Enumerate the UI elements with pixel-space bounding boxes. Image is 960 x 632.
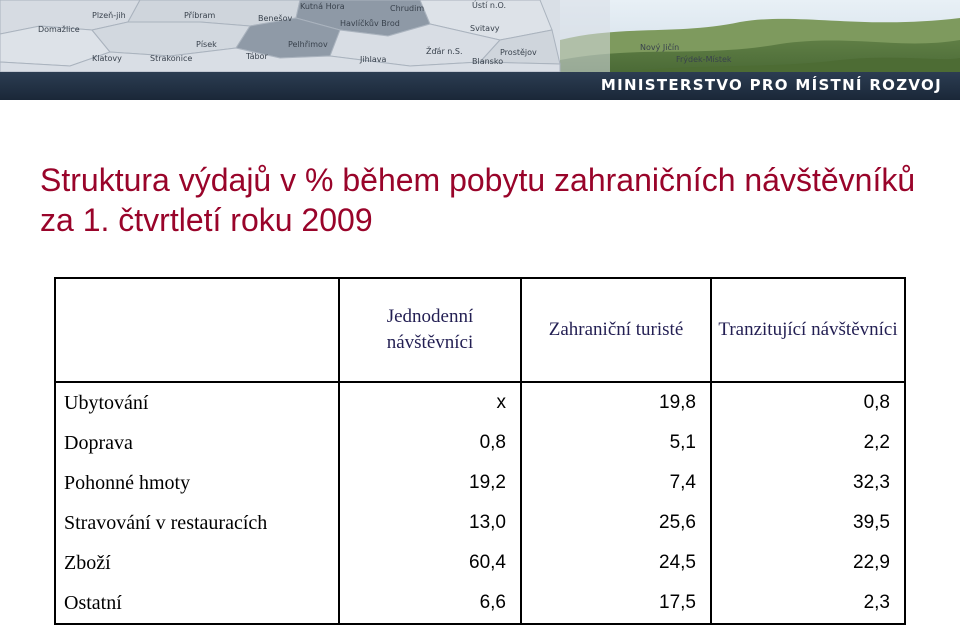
map-town-label: Plzeň-jih bbox=[92, 11, 126, 20]
cell-value: x bbox=[339, 382, 521, 423]
table-header-row bbox=[55, 278, 905, 382]
map-town-label: Strakonice bbox=[150, 54, 193, 63]
cell-value: 25,6 bbox=[521, 503, 711, 543]
map-town-label: Příbram bbox=[184, 11, 216, 20]
cell-value: 0,8 bbox=[711, 382, 905, 423]
cell-value: 24,5 bbox=[521, 543, 711, 583]
cell-value: 5,1 bbox=[521, 423, 711, 463]
cell-value: 32,3 bbox=[711, 463, 905, 503]
cell-value: 19,8 bbox=[521, 382, 711, 423]
column-header-transit-visitors: Tranzitující návštěvníci bbox=[711, 278, 905, 382]
map-town-label: Nový Jičín bbox=[640, 43, 680, 52]
map-town-label: Domažlice bbox=[38, 25, 80, 34]
slide-title: Struktura výdajů v % během pobytu zahraničních návštěvníků za 1. čtvrtletí roku 2009 bbox=[40, 162, 916, 238]
row-label: Doprava bbox=[55, 423, 339, 463]
cell-value: 19,2 bbox=[339, 463, 521, 503]
row-label: Ostatní bbox=[55, 583, 339, 624]
cell-value: 22,9 bbox=[711, 543, 905, 583]
cell-value: 17,5 bbox=[521, 583, 711, 624]
table-corner-cell bbox=[55, 278, 339, 382]
map-town-label: Chrudim bbox=[390, 4, 425, 13]
map-town-label: Frýdek-Místek bbox=[676, 55, 732, 64]
table-row bbox=[55, 583, 905, 624]
map-town-label: Prostějov bbox=[500, 48, 537, 57]
table-row bbox=[55, 463, 905, 503]
ministry-name: MINISTERSTVO PRO MÍSTNÍ ROZVOJ bbox=[600, 76, 942, 94]
map-town-label: Kutná Hora bbox=[300, 2, 345, 11]
row-label: Pohonné hmoty bbox=[55, 463, 339, 503]
row-label: Zboží bbox=[55, 543, 339, 583]
column-header-day-visitors: Jednodenní návštěvníci bbox=[339, 278, 521, 382]
cell-value: 13,0 bbox=[339, 503, 521, 543]
map-town-label: Tábor bbox=[246, 52, 268, 61]
cell-value: 2,3 bbox=[711, 583, 905, 624]
map-town-label: Žďár n.S. bbox=[426, 47, 463, 56]
cell-value: 6,6 bbox=[339, 583, 521, 624]
cell-value: 0,8 bbox=[339, 423, 521, 463]
table-row bbox=[55, 423, 905, 463]
header-banner bbox=[0, 0, 960, 100]
table-row bbox=[55, 543, 905, 583]
expenditure-table bbox=[54, 277, 906, 625]
column-header-foreign-tourists: Zahraniční turisté bbox=[521, 278, 711, 382]
row-label: Stravování v restauracích bbox=[55, 503, 339, 543]
row-label: Ubytování bbox=[55, 382, 339, 423]
map-town-label: Ústí n.O. bbox=[472, 1, 507, 10]
map-town-label: Benešov bbox=[258, 14, 293, 23]
map-town-label: Svitavy bbox=[470, 24, 500, 33]
table-row bbox=[55, 503, 905, 543]
cell-value: 60,4 bbox=[339, 543, 521, 583]
map-town-label: Jihlava bbox=[360, 55, 387, 64]
cell-value: 2,2 bbox=[711, 423, 905, 463]
map-town-label: Havlíčkův Brod bbox=[340, 19, 400, 28]
map-town-label: Blansko bbox=[472, 57, 504, 66]
map-town-label: Písek bbox=[196, 40, 217, 49]
map-town-label: Pelhřimov bbox=[288, 40, 328, 49]
table-row bbox=[55, 382, 905, 423]
map-town-label: Klatovy bbox=[92, 54, 122, 63]
cell-value: 39,5 bbox=[711, 503, 905, 543]
cell-value: 7,4 bbox=[521, 463, 711, 503]
